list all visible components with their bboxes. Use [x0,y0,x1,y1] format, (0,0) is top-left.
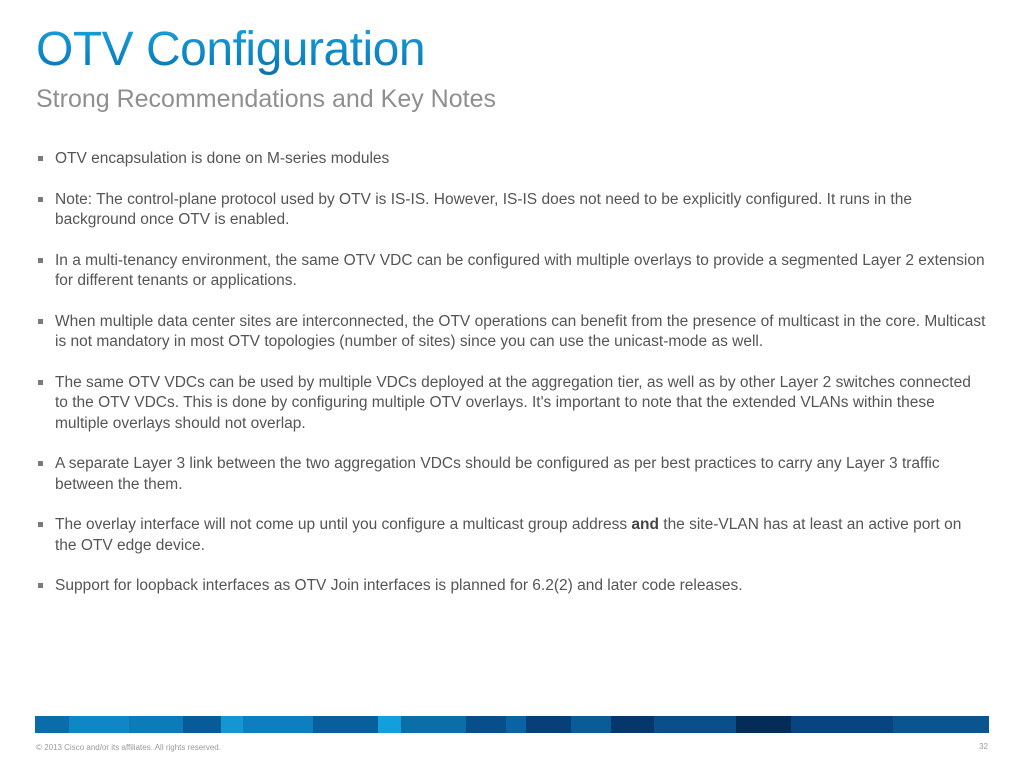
bullet-list [36,149,986,617]
band-segment [893,716,989,733]
bullet-marker-icon [38,461,43,466]
bullet-text: In a multi-tenancy environment, the same OTV VDC can be configured with multiple overlays to provide a segmented Layer 2 extension for different tenants or applications. [55,251,985,289]
slide-subtitle: Strong Recommendations and Key Notes [36,85,496,113]
band-segment [183,716,221,733]
band-segment [791,716,893,733]
bullet-text: A separate Layer 3 link between the two aggregation VDCs should be configured as per best practices to carry any Layer 3 traffic between the them. [55,455,940,493]
bullet-text: Note: The control-plane protocol used by OTV is IS-IS. However, IS-IS does not need to be explicitly configured. It runs in the background once OTV is enabled. [55,190,912,228]
bullet-text-start: The overlay interface will not come up until you configure a multicast group address [55,516,632,533]
bullet-text-emphasis: and [631,516,659,533]
band-segment [611,716,654,733]
bullet-text: Support for loopback interfaces as OTV Join interfaces is planned for 6.2(2) and later code releases. [55,577,743,594]
footer-copyright: © 2013 Cisco and/or its affiliates. All rights reserved. [36,743,221,752]
band-segment [571,716,611,733]
band-segment [466,716,506,733]
band-segment [378,716,401,733]
bullet-item [36,373,986,435]
bullet-item [36,251,986,292]
band-segment [129,716,183,733]
bullet-marker-icon [38,156,43,161]
band-segment [69,716,129,733]
bullet-text-end: the site-VLAN has at least an active port on the OTV edge device. [55,516,962,554]
bullet-text: The same OTV VDCs can be used by multiple VDCs deployed at the aggregation tier, as well as by other Layer 2 switches connected to the OTV VDCs. This is done by configuring multiple OTV overlays. It's important to note that the extended VLANs within these multiple overlays should not overlap. [55,373,971,432]
band-segment [506,716,526,733]
bullet-item [36,190,986,231]
band-segment [401,716,466,733]
slide-title: OTV Configuration [36,23,426,76]
bullet-item [36,312,986,353]
bullet-marker-icon [38,319,43,324]
band-segment [654,716,736,733]
bullet-text: When multiple data center sites are interconnected, the OTV operations can benefit from the presence of multicast in the core. Multicast is not mandatory in most OTV topologies (number of sites) since you can use the unicast-mode as well. [55,312,986,350]
bullet-marker-icon [38,380,43,385]
bullet-marker-icon [38,522,43,527]
bullet-text: OTV encapsulation is done on M-series modules [55,150,390,167]
footer-page-number: 32 [979,742,988,751]
band-segment [526,716,571,733]
bullet-marker-icon [38,583,43,588]
band-segment [221,716,243,733]
decorative-color-band [35,716,989,733]
band-segment [243,716,313,733]
bullet-item [36,515,986,556]
bullet-item [36,149,986,170]
band-segment [736,716,791,733]
bullet-item [36,454,986,495]
band-segment [35,716,69,733]
bullet-marker-icon [38,197,43,202]
band-segment [313,716,378,733]
bullet-marker-icon [38,258,43,263]
bullet-item [36,576,986,597]
